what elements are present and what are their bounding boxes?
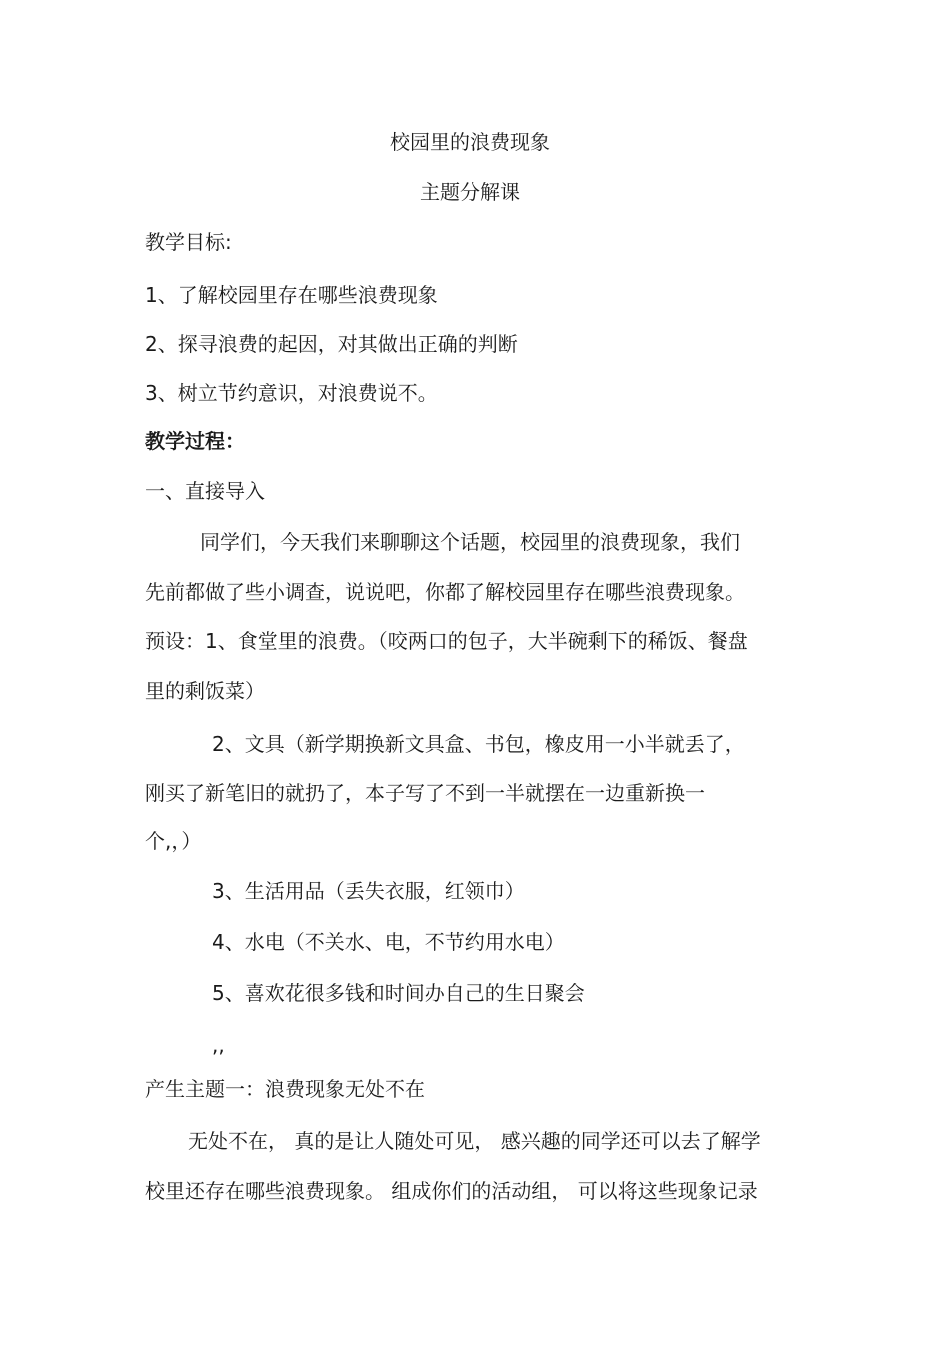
paragraph-1-line-1: 同学们，今天我们来聊聊这个话题，校园里的浪费现象，我们 [200,530,740,554]
paragraph-1-line-2: 先前都做了些小调查，说说吧，你都了解校园里存在哪些浪费现象。 [145,580,745,604]
item-2-line-2: 刚买了新笔旧的就扔了，本子写了不到一半就摆在一边重新换一 [145,781,705,805]
theme-1-heading: 产生主题一：浪费现象无处不在 [145,1077,425,1101]
item-3: 3、生活用品（丢失衣服，红领巾） [212,879,525,903]
objective-item-1: 1、了解校园里存在哪些浪费现象 [145,283,438,307]
preset-line-1: 预设：1、食堂里的浪费。（咬两口的包子，大半碗剩下的稀饭、餐盘 [145,629,748,653]
objective-item-2: 2、探寻浪费的起因，对其做出正确的判断 [145,332,518,356]
document-title: 校园里的浪费现象 [390,130,550,154]
item-2-line-1: 2、文具（新学期换新文具盒、书包，橡皮用一小半就丢了， [212,732,745,756]
item-5: 5、喜欢花很多钱和时间办自己的生日聚会 [212,981,585,1005]
paragraph-2-line-2: 校里还存在哪些浪费现象。 组成你们的活动组， 可以将这些现象记录 [145,1179,758,1203]
preset-line-2: 里的剩饭菜） [145,679,265,703]
objectives-heading: 教学目标: [145,230,232,254]
ellipsis-mark: ,, [212,1033,225,1057]
section-1-heading: 一、直接导入 [145,479,265,503]
document-subtitle: 主题分解课 [420,180,520,204]
process-heading: 教学过程： [145,429,245,453]
item-2-line-3: 个,，） [145,829,202,853]
paragraph-2-line-1: 无处不在， 真的是让人随处可见， 感兴趣的同学还可以去了解学 [188,1129,761,1153]
item-4: 4、水电（不关水、电，不节约用水电） [212,930,565,954]
objective-item-3: 3、树立节约意识，对浪费说不。 [145,381,438,405]
